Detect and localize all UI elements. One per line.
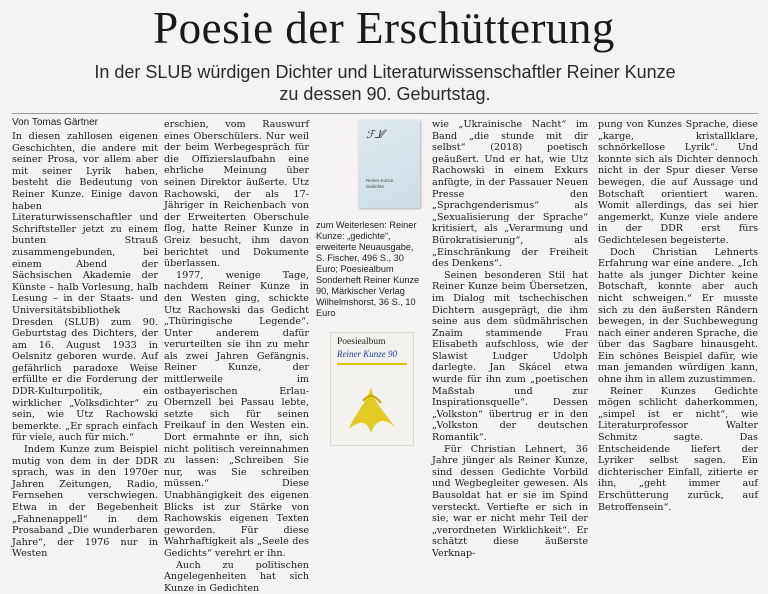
paragraph: Für Christian Lehnert, 36 Jahre jünger als Reiner Kunze, sind dessen Gedichte Vorbild und Wegbegleiter gewesen. Als Bausoldat hat er sie im Spind versteckt. Vertiefte er sich in sie, war er nicht mehr Teil der „verordneten Wirklichkeit“. Er schätzt diese äußerste Verknap- [432, 443, 588, 559]
book-cover-subtitle: Reiner Kunze 90 [337, 349, 397, 359]
article-subheadline [60, 61, 710, 105]
subheadline-line-1: In der SLUB würdigen Dichter und Literaturwissenschaftler Reiner Kunze [94, 62, 676, 82]
reading-tip-caption: zum Weiterlesen: Reiner Kunze: „gedichte“, erweiterte Neuausgabe, S. Fischer, 496 S., 30 Euro; Poesiealbum Sonderheft Reiner Kunze 90, Märkischer Verlag Wilhelmshorst, 36 S., 10 Euro [316, 220, 420, 318]
article-headline: Poesie der Erschütterung [153, 3, 615, 53]
divider-rule [12, 113, 758, 114]
byline: Von Tomas Gärtner [12, 117, 98, 128]
book-cover-accent-bar [337, 363, 407, 365]
book-cover-author: Reiner Kunze [366, 178, 394, 183]
paragraph: Seinen besonderen Stil hat Reiner Kunze beim Übersetzen, im Dialog mit tschechischen Dichtern ausgeprägt, die ihm seine aus dem südmährischen Znaim stammende Frau Elisabeth aufschloss, wie der Slawist Ludger Udolph darlegte. Jan Skácel etwa wurde für ihn zum „poetischen Maßstab und zur Inspirationsquelle“. Dessen „Volkston“ übertrug er in den „Volkston der deutschen Romantik“. [432, 269, 588, 444]
book-cover-illustration [341, 373, 403, 437]
paragraph: Indem Kunze zum Beispiel mutig von dem in der DDR sprach, was in den 1970er Jahren Zeitungen, Radio, Fernsehen verschwiegen. Etwa in der Begebenheit „Fahnenappell“ in dem Prosaband „Die wunderbaren Jahre“, der 1976 nur in Westen [12, 444, 158, 560]
book-cover-poesiealbum [330, 332, 414, 446]
paragraph: In diesen zahllosen eigenen Geschichten, die andere mit seiner Prosa, vor allem aber mit seiner Lyrik haben, besteht die Bedeutung von Reiner Kunze. Einige davon haben Literaturwissenschaftler und Schriftsteller jetzt zu einem bunten Strauß zusammengebunden, bei einem Abend der Sächsischen Akademie der Künste – halb Vorlesung, halb Lesung – in der Staats- und Universitätsbibliothek Dresden (SLUB) zum 90. Geburtstag des Dichters, der am 16. August 1933 in Oelsnitz geboren wurde. Auf gefährlich paradoxe Weise erfüllte er die Forderung der DDR-Kulturpolitik, ein wirklicher „Volksdichter“ zu sein, wie Utz Rachowski bemerkte. „Er sprach einfach für viele, auch für mich.“ [12, 131, 158, 444]
paragraph: wie „Ukrainische Nacht“ im Band „die stunde mit dir selbst“ (2018) poetisch geäußert. Und er hat, wie Utz Rachowski in einem Exkurs anfügte, in der Passauer Neuen Presse den „Sprachgenderismus“ als „Sexualisierung der Sprache“ kritisiert, als „Verarmung und Bürokratisierung“, als „Einschränkung der Freiheit des Denkens“. [432, 119, 588, 270]
book-cover-title: Gedichte [366, 184, 385, 189]
paragraph: Auch zu politischen Angelegenheiten hat sich Kunze in Gedichten [164, 559, 309, 594]
subheadline-line-2: zu dessen 90. Geburtstag. [279, 84, 491, 104]
text-column-1 [12, 131, 158, 560]
paragraph: 1977, wenige Tage, nachdem Reiner Kunze in den Westen ging, schickte Utz Rachowski das Gedicht „Thüringische Legende“. Unter anderem dafür verurteilten sie ihn zu mehr als zwei Jahren Gefängnis. Reiner Kunze, der mittlerweile im ostbayerischen Erlau-Obernzell bei Passau lebte, setzte sich für seinen Freikauf in den Westen ein. Dort ermahnte er ihn, sich nicht politisch vereinnahmen zu lassen: „Schreiben Sie nur, was Sie schreiben müssen.“ Diese Unabhängigkeit des eigenen Blicks ist zur Stärke von Rachowskis eigenen Texten geworden. Für diese Wahrhaftigkeit als „Seele des Gedichts“ verehrt er ihn. [164, 269, 309, 559]
book-cover-signature-mark: ℱ⅃⁄⁄ [366, 128, 385, 141]
book-cover-series-title: Poesiealbum [337, 337, 386, 347]
paragraph: erschien, vom Rauswurf eines Oberschülers. Nur weil der beim Werbegespräch für die Offizierslaufbahn eine ehrliche Meinung über seinen Direktor äußerte. Utz Rachowski, der als 17-Jähriger in Reichenbach von der Erweiterten Oberschule flog, hatte Reiner Kunze in Greiz besucht, ihm davon berichtet und Dokumente überlassen. [164, 119, 309, 270]
text-column-4 [598, 119, 758, 513]
paragraph: pung von Kunzes Sprache, diese „karge, kristallklare, schnörkellose Lyrik“. Und konnte sich als Dichter dennoch nicht in der Spur dieser Verse bewegen, die auf Aussage und Botschaft orientiert waren. Womit allerdings, das sei hier angemerkt, Kunze viele andere in der DDR erst fürs Gedichtelesen begeisterte. [598, 119, 758, 246]
paragraph: Doch Christian Lehnerts Erfahrung war eine andere. „Ich hatte als junger Dichter keine Botschaft, konnte aber auch nicht schweigen.“ Er musste sich zu den äußersten Rändern bewegen, in der Suchbewegung nach einer anderen Sprache, die über das Sagbare hinausgeht. Ein schönes Beispiel dafür, wie man jemanden würdigen kann, ohne ihm in allem zuzustimmen. [598, 246, 758, 386]
book-cover-gedichte [358, 120, 420, 208]
text-column-2 [164, 119, 309, 594]
text-column-3 [432, 119, 588, 560]
paragraph: Reiner Kunzes Gedichte mögen schlicht daherkommen, „simpel ist er nicht“, wie Literaturprofessor Walter Schmitz sagte. Das Entscheidende liefert der Lyriker selbst sagen. Ein dichterischer Einfall, zitierte er ihn, „geht immer auf Erschütterung zurück, auf Betroffensein“. [598, 385, 758, 513]
